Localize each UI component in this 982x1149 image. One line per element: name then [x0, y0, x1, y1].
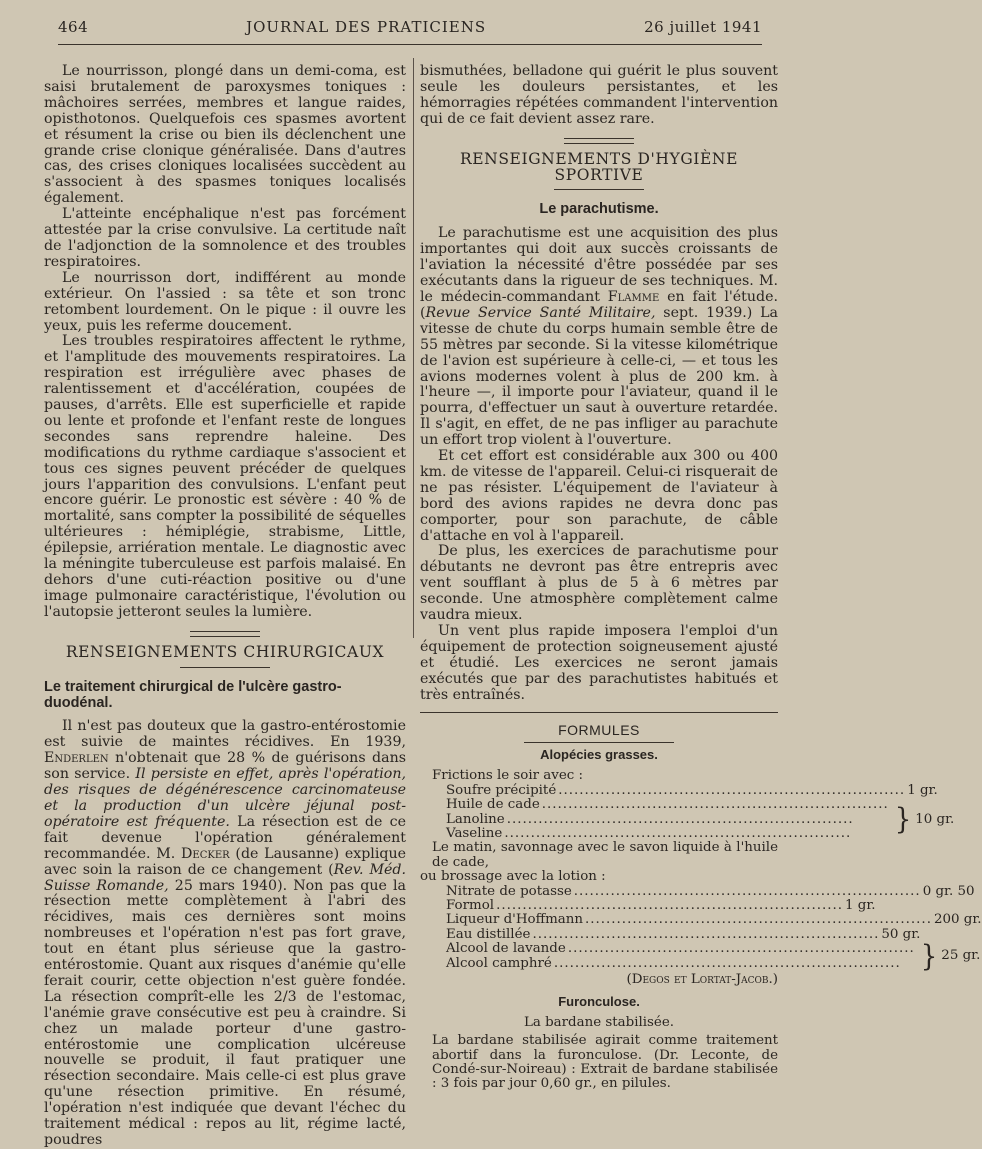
- article-paragraph: Un vent plus rapide imposera l'emploi d'un équipement de protection soigneusement ajusté et étudié. Les exercices ne seront jamais exécutés que par des parachutistes habitués et très entraînés.: [420, 623, 778, 703]
- article-paragraph: Et cet effort est considérable aux 300 ou 400 km. de vitesse de l'appareil. Celui-ci risquerait de ne pas résister. L'équipement de l'aviateur à bord des avions rapides ne devra donc pas comporter, pour son parachute, de câble d'attache en vol à l'appareil.: [420, 448, 778, 544]
- right-column: [420, 63, 982, 1092]
- formula-block: [420, 768, 982, 1092]
- formula-row: Soufre précipité .................................................................. 1 gr.: [446, 782, 938, 798]
- section-title: RENSEIGNEMENTS D'HYGIÈNE SPORTIVE: [459, 149, 739, 184]
- page-number: 464: [58, 18, 89, 36]
- paragraph: Le nourrisson, plongé dans un demi-coma, est saisi brutalement de paroxysmes toniques : mâchoires serrées, membres et langue raides, opisthotonos. Quelquefois ces spasmes avortent et résument la crise ou bien ils déclenchent une grande crise clonique généralisée. Dans d'autres cas, des crises cloniques localisées succèdent au s'associent à des spasmes toniques localisés également.: [44, 63, 406, 207]
- formula-group: Alcool de lavande .................................................................. Alcool camphré .................................................................. } 25 gr.: [446, 940, 981, 974]
- formules-rule: [420, 712, 778, 713]
- section-divider: [564, 138, 634, 144]
- title-rule: [554, 189, 644, 190]
- page-header: [58, 18, 762, 42]
- paragraph: bismuthées, belladone qui guérit le plus souvent seule les douleurs persistantes, et les hémorragies répétées commandent l'intervention qui de ce fait devient assez rare.: [420, 63, 778, 127]
- journal-reference: Revue Service Santé Militaire,: [425, 304, 656, 321]
- italic-text: Il persiste en effet, après l'opération, des risques de dégénérescence carcinomateuse et la production d'un ulcère jéjunal post-opératoire est fréquente.: [44, 766, 406, 830]
- brace-icon: }: [894, 803, 912, 837]
- brace-icon: }: [920, 940, 938, 974]
- paragraph: L'atteinte encéphalique n'est pas forcément attestée par la crise convulsive. La certitude naît de l'adjonction de la somnolence et des troubles respiratoires.: [44, 206, 406, 270]
- issue-date: 26 juillet 1941: [644, 18, 762, 36]
- article-title: Le parachutisme.: [539, 201, 659, 218]
- article-paragraph: Il n'est pas douteux que la gastro-entérostomie est suivie de maintes récidives. En 1939, Enderlen n'obtenait que 28 % de guérisons dans son service. Il persiste en effet, après l'opération, des risques de dégénérescence carcinomateuse et la production d'un ulcère jéjunal post-opératoire est fréquente. La résection est de ce fait devenue l'opération généralement recommandée. M. Decker (de Lausanne) explique avec soin la raison de ce changement (Rev. Méd. Suisse Romande, 25 mars 1940). Non pas que la résection mette complètement à l'abri des récidives, mais ces dernières sont moins nombreuses et l'opération n'est pas fort grave, tout en étant plus sérieuse que la gastro-entérostomie. Quant aux risques d'anémie qu'elle ferait courir, cette objection n'est guère fondée. La résection comprît-elle les 2/3 de l'estomac, l'anémie grave consécutive est peu à craindre. Si chez un malade porteur d'une gastro-entérostomie une complication ulcéreuse nouvelle se produit, il faut pratiquer une résection secondaire. Mais celle-ci est plus grave qu'une résection primitive. En résumé, l'opération n'est indiquée que devant l'échec du traitement médical : repos au lit, régime lacté, poudres: [44, 718, 406, 1148]
- section-title: RENSEIGNEMENTS CHIRURGICAUX: [65, 642, 385, 661]
- formula-group: Huile de cade .................................................................. Lanoline .................................................................. Vaseline .................................................................. } 10 gr.: [446, 797, 955, 841]
- formula-signature: (Degos et Lortat-Jacob.): [626, 972, 778, 988]
- author-name: Flamme: [607, 288, 660, 305]
- header-rule: [58, 44, 762, 45]
- journal-reference: Rev. Méd. Suisse Romande,: [44, 861, 406, 894]
- formula-text: Le matin, savonnage avec le savon liquide à l'huile de cade,: [432, 840, 778, 870]
- paragraph: Les troubles respiratoires affectent le rythme, et l'amplitude des mouvements respiratoires. La respiration est irrégulière avec phases de ralentissement et d'accélération, coupées de pauses, d'arrêts. Elle est superficielle et rapide ou lente et profonde et l'enfant reste de longues secondes sans reprendre haleine. Des modifications du rythme cardiaque s'associent et tous ces signes peuvent précéder de quelques jours l'apparition des convulsions. L'enfant peut encore guérir. Le pronostic est sévère : 40 % de mortalité, sans compter la possibilité de séquelles ultérieures : hémiplégie, strabisme, Little, épilepsie, arriération mentale. Le diagnostic avec la méningite tuberculeuse est parfois malaisé. En dehors d'une cuti-réaction positive ou d'une image pulmonaire caractéristique, l'évolution ou l'autopsie jetteront seules la lumière.: [44, 333, 406, 620]
- formula-title: Furonculose.: [558, 994, 640, 1010]
- article-title: Le traitement chirurgical de l'ulcère gastro-duodénal.: [44, 678, 342, 711]
- left-column: [44, 64, 406, 1149]
- paragraph: Le nourrisson dort, indifférent au monde extérieur. On l'assied : sa tête et son tronc retombent lourdement. On le pique : il ouvre les yeux, puis les referme doucement.: [44, 269, 406, 334]
- journal-title: JOURNAL DES PRATICIENS: [246, 18, 487, 36]
- formula-text: ou brossage avec la lotion :: [420, 869, 606, 885]
- formula-intro: Frictions le soir avec :: [432, 768, 584, 784]
- formula-row: Formol .................................................................. 1 gr.: [446, 898, 876, 913]
- formula-row: Liqueur d'Hoffmann .................................................................. 200 gr.: [446, 912, 982, 928]
- formules-subrule: [524, 742, 674, 743]
- formula-title: Alopécies grasses.: [540, 747, 658, 763]
- column-separator: [413, 58, 414, 638]
- formula-row: Nitrate de potasse .................................................................. 0 gr. 50: [446, 883, 975, 899]
- formules-title: FORMULES: [558, 721, 640, 738]
- article-paragraph: De plus, les exercices de parachutisme pour débutants ne devront pas être entrepris avec vent soufflant à plus de 5 à 6 mètres par seconde. Une atmosphère complètement calme vaudra mieux.: [420, 543, 778, 624]
- author-name: Enderlen: [44, 750, 109, 767]
- formula-text: La bardane stabilisée agirait comme traitement abortif dans la furonculose. (Dr. Leconte, de Condé-sur-Noireau) : Extrait de bardane stabilisée : 3 fois par jour 0,60 gr., en pilules.: [432, 1033, 778, 1092]
- author-name: Decker: [181, 845, 230, 862]
- title-rule: [180, 667, 270, 668]
- formula-row: Eau distillée .................................................................. 50 gr.: [446, 926, 921, 942]
- section-divider: [190, 631, 260, 637]
- article-paragraph: Le parachutisme est une acquisition des plus importantes qui doit aux succès croissants de l'aviation la nécessité d'être possédée par ses exécutants dans la rigueur de ses techniques. M. le médecin-commandant Flamme en fait l'étude. (Revue Service Santé Militaire, sept. 1939.) La vitesse de chute du corps humain semble être de 55 mètres par seconde. Si la vitesse kilométrique de l'avion est supérieure à celle-ci, — et tous les avions modernes volent à plus de 200 km. à l'heure —, il importe pour l'aviateur, quand il le pourra, d'effectuer un saut à ouverture retardée. Il s'agit, en effet, de ne pas infliger au parachute un effort trop violent à l'ouverture.: [420, 225, 778, 449]
- formula-subtitle: La bardane stabilisée.: [523, 1014, 675, 1030]
